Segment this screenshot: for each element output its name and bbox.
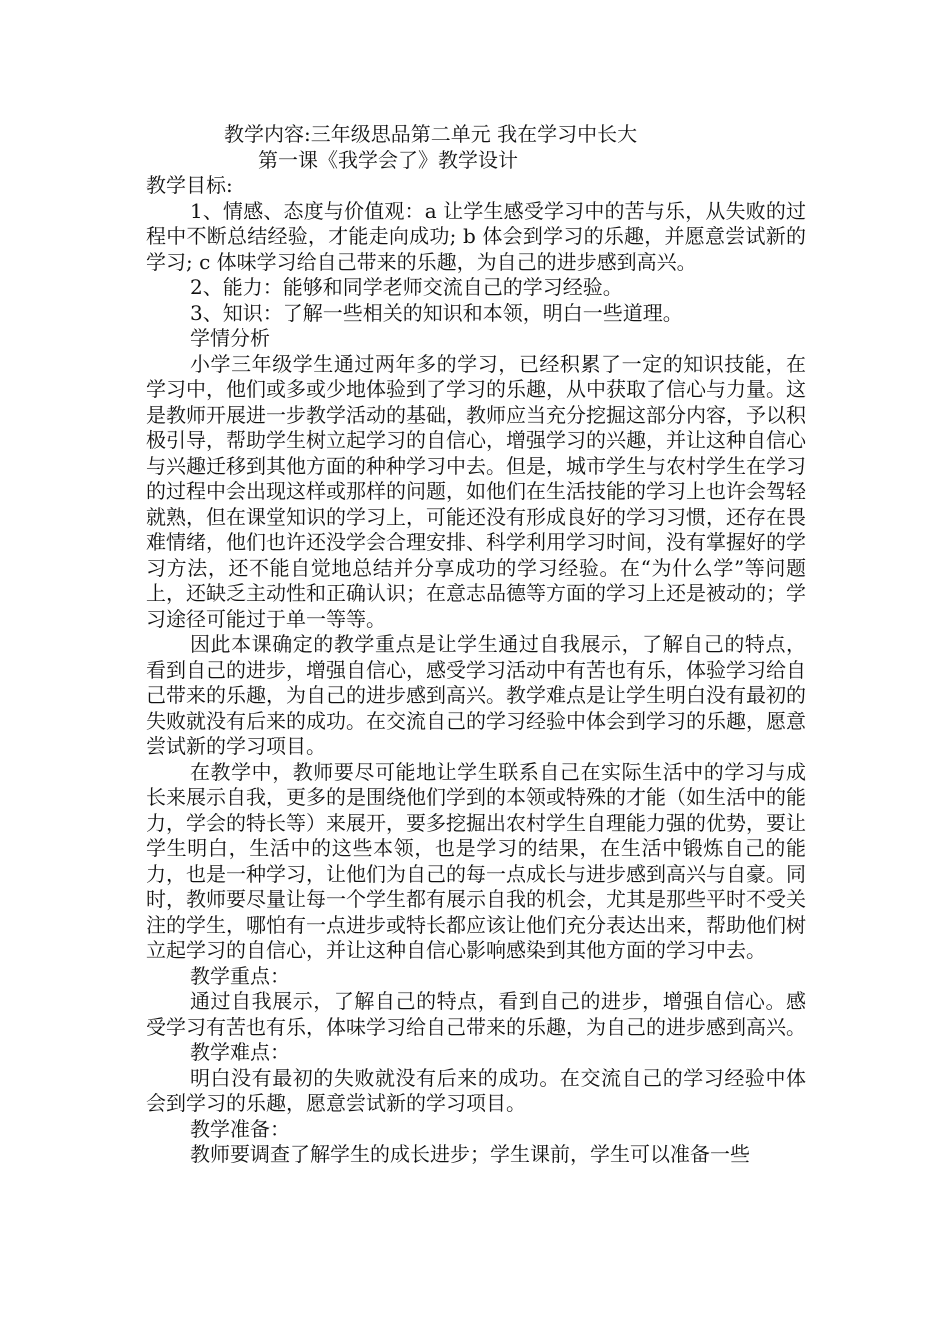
document-page	[146, 122, 806, 1168]
goal-emotion: 1、情感、态度与价值观：a 让学生感受学习中的苦与乐，从失败的过程中不断总结经验，才能走向成功; b 体会到学习的乐趣，并愿意尝试新的学习; c 体味学习给自己带来的乐趣，为自己的进步感到高兴。	[146, 198, 806, 274]
preparation-heading: 教学准备：	[190, 1116, 290, 1141]
goal-ability: 2、能力：能够和同学老师交流自己的学习经验。	[190, 275, 623, 299]
document-title: 教学内容:三年级思品第二单元 我在学习中长大	[224, 122, 638, 146]
analysis-paragraph-1: 小学三年级学生通过两年多的学习，已经积累了一定的知识技能，在学习中，他们或多或少地体验到了学习的乐趣，从中获取了信心与力量。这是教师开展进一步教学活动的基础，教师应当充分挖掘这部分内容，予以积极引导，帮助学生树立起学习的自信心，增强学习的兴趣，并让这种自信心与兴趣迁移到其他方面的种种学习中去。但是，城市学生与农村学生在学习的过程中会出现这样或那样的问题，如他们在生活技能的学习上也许会驾轻就熟，但在课堂知识的学习上，可能还没有形成良好的学习习惯，还存在畏难情绪，他们也许还没学会合理安排、科学利用学习时间，没有掌握好的学习方法，还不能自觉地总结并分享成功的学习经验。在“为什么学”等问题上，还缺乏主动性和正确认识；在意志品德等方面的学习上还是被动的；学习途径可能过于单一等等。	[146, 351, 806, 631]
goals-heading: 教学目标:	[146, 173, 233, 197]
key-points-heading: 教学重点：	[190, 963, 290, 988]
difficulty-text: 明白没有最初的失败就没有后来的成功。在交流自己的学习经验中体会到学习的乐趣，愿意尝试新的学习项目。	[146, 1065, 806, 1115]
difficulty-heading: 教学难点：	[190, 1040, 290, 1064]
analysis-paragraph-3: 在教学中，教师要尽可能地让学生联系自己在实际生活中的学习与成长来展示自我，更多的是围绕他们学到的本领或特殊的才能（如生活中的能力，学会的特长等）来展开，要多挖掘出农村学生自理能力强的优势，要让学生明白，生活中的这些本领，也是学习的结果，在生活中锻炼自己的能力，也是一种学习，让他们为自己的每一点成长与进步感到高兴与自豪。同时，教师要尽量让每一个学生都有展示自我的机会，尤其是那些平时不受关注的学生，哪怕有一点进步或特长都应该让他们充分表达出来，帮助他们树立起学习的自信心，并让这种自信心影响感染到其他方面的学习中去。	[146, 759, 806, 962]
document-subtitle: 第一课《我学会了》教学设计	[258, 147, 518, 172]
preparation-text: 教师要调查了解学生的成长进步；学生课前，学生可以准备一些	[190, 1142, 750, 1166]
goal-knowledge: 3、知识：了解一些相关的知识和本领，明白一些道理。	[190, 300, 683, 325]
key-points-text: 通过自我展示，了解自己的特点，看到自己的进步，增强自信心。感受学习有苦也有乐，体味学习给自己带来的乐趣，为自己的进步感到高兴。	[146, 989, 806, 1039]
analysis-paragraph-2: 因此本课确定的教学重点是让学生通过自我展示，了解自己的特点，看到自己的进步，增强自信心，感受学习活动中有苦也有乐，体验学习给自己带来的乐趣，为自己的进步感到高兴。教学难点是让学生明白没有最初的失败就没有后来的成功。在交流自己的学习经验中体会到学习的乐趣，愿意尝试新的学习项目。	[146, 632, 806, 758]
analysis-heading: 学情分析	[190, 326, 270, 350]
